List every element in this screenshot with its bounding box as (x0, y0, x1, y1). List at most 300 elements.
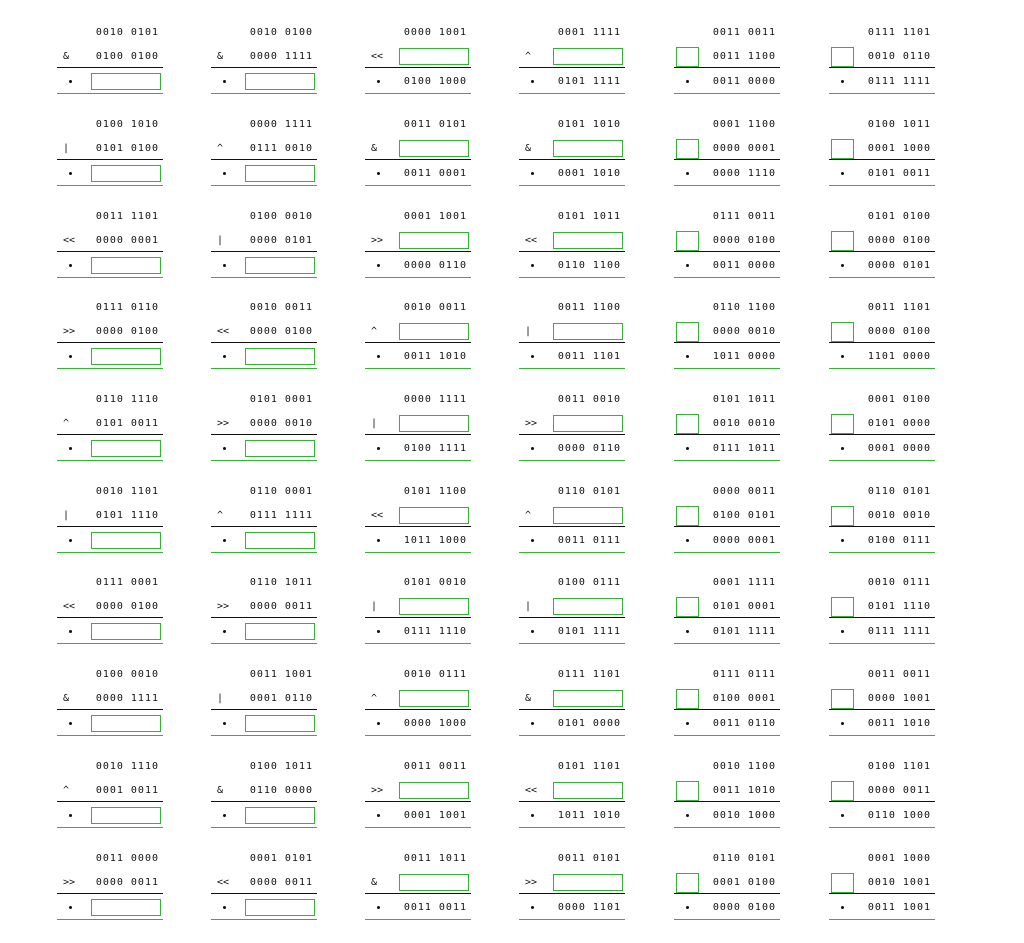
operation-rule (829, 159, 935, 160)
top-operand-row (829, 665, 935, 685)
top-operand: 0011 0101 (557, 853, 621, 864)
top-operand-row (211, 390, 317, 410)
operator-blank-input[interactable] (676, 231, 699, 251)
result-value: 0000 0001 (712, 535, 776, 546)
top-operand: 0110 0001 (249, 486, 313, 497)
operator-symbol: & (63, 693, 70, 704)
second-operand-blank-input[interactable] (553, 598, 623, 615)
operation-rule (57, 67, 163, 68)
bullet-dot (223, 722, 226, 725)
second-operand: 0000 0100 (867, 326, 931, 337)
bullet-dot (686, 539, 689, 542)
bullet-dot (377, 447, 380, 450)
second-operand-blank-input[interactable] (399, 140, 469, 157)
operator-symbol: | (217, 693, 224, 704)
result-row (829, 439, 935, 459)
top-operand: 0011 1001 (249, 669, 313, 680)
bitwise-problem (211, 665, 317, 735)
result-row (365, 256, 471, 276)
bullet-dot (69, 172, 72, 175)
operation-rule (365, 801, 471, 802)
second-operand: 0000 0011 (95, 877, 159, 888)
second-operand: 0111 0010 (249, 143, 313, 154)
operator-symbol: | (217, 235, 224, 246)
operation-rule (211, 893, 317, 894)
top-operand: 0101 1011 (557, 211, 621, 222)
second-operand-blank-input[interactable] (399, 874, 469, 891)
result-blank-input[interactable] (91, 899, 161, 916)
top-operand: 0010 0101 (95, 27, 159, 38)
result-value: 0101 1111 (557, 76, 621, 87)
second-operand-row (211, 139, 317, 159)
second-operand-blank-input[interactable] (399, 507, 469, 524)
result-row (829, 72, 935, 92)
second-operand-blank-input[interactable] (399, 323, 469, 340)
bitwise-problem (211, 573, 317, 643)
result-blank-input[interactable] (245, 899, 315, 916)
result-row (57, 439, 163, 459)
second-operand-row (829, 506, 935, 526)
result-row (519, 164, 625, 184)
bullet-dot (69, 906, 72, 909)
bitwise-problem (519, 849, 625, 919)
bitwise-problem (519, 207, 625, 277)
answer-underline (519, 552, 625, 553)
bitwise-problem (365, 573, 471, 643)
operation-rule (57, 251, 163, 252)
top-operand-row (829, 298, 935, 318)
result-row (211, 439, 317, 459)
second-operand: 0000 0001 (712, 143, 776, 154)
top-operand: 0010 0011 (249, 302, 313, 313)
second-operand: 0101 0000 (867, 418, 931, 429)
top-operand: 0100 1010 (95, 119, 159, 130)
bitwise-problem (211, 482, 317, 552)
answer-underline (365, 93, 471, 94)
result-blank-input[interactable] (245, 257, 315, 274)
result-blank-input[interactable] (245, 532, 315, 549)
top-operand-row (365, 115, 471, 135)
second-operand: 0000 0100 (95, 326, 159, 337)
second-operand-row (519, 47, 625, 67)
bullet-dot (841, 172, 844, 175)
second-operand-blank-input[interactable] (553, 690, 623, 707)
second-operand-row (829, 322, 935, 342)
second-operand-row (365, 873, 471, 893)
top-operand-row (57, 115, 163, 135)
bullet-dot (223, 355, 226, 358)
result-row (674, 256, 780, 276)
operation-rule (519, 893, 625, 894)
operator-blank-input[interactable] (676, 414, 699, 434)
answer-underline (365, 919, 471, 920)
top-operand: 0010 1100 (712, 761, 776, 772)
operator-symbol: | (525, 601, 532, 612)
result-blank-input[interactable] (91, 348, 161, 365)
bitwise-problem (365, 390, 471, 460)
bullet-dot (841, 722, 844, 725)
operator-blank-input[interactable] (831, 689, 854, 709)
top-operand: 0010 0011 (403, 302, 467, 313)
operator-blank-input[interactable] (831, 47, 854, 67)
bullet-dot (531, 630, 534, 633)
result-row (829, 347, 935, 367)
operator-symbol: ^ (371, 693, 378, 704)
operation-rule (519, 342, 625, 343)
result-value: 0001 1010 (557, 168, 621, 179)
bitwise-problem (365, 849, 471, 919)
second-operand: 0010 0010 (867, 510, 931, 521)
second-operand: 0000 0100 (712, 235, 776, 246)
operator-blank-input[interactable] (831, 873, 854, 893)
answer-underline (674, 368, 780, 369)
second-operand: 0000 0100 (867, 235, 931, 246)
bitwise-problem (519, 757, 625, 827)
answer-underline (57, 93, 163, 94)
operator-symbol: & (217, 785, 224, 796)
second-operand-row (674, 597, 780, 617)
bitwise-problem (57, 390, 163, 460)
operation-rule (829, 526, 935, 527)
bitwise-problem (519, 298, 625, 368)
top-operand: 0001 1100 (712, 119, 776, 130)
bullet-dot (223, 630, 226, 633)
result-row (829, 531, 935, 551)
second-operand: 0011 1010 (712, 785, 776, 796)
result-blank-input[interactable] (91, 532, 161, 549)
top-operand-row (829, 849, 935, 869)
bitwise-problem (674, 757, 780, 827)
result-blank-input[interactable] (245, 623, 315, 640)
operation-rule (829, 709, 935, 710)
operator-blank-input[interactable] (831, 781, 854, 801)
second-operand-blank-input[interactable] (553, 415, 623, 432)
operator-blank-input[interactable] (676, 781, 699, 801)
result-row (57, 622, 163, 642)
second-operand-blank-input[interactable] (553, 140, 623, 157)
second-operand: 0000 0011 (249, 601, 313, 612)
top-operand: 0110 1100 (712, 302, 776, 313)
top-operand-row (365, 23, 471, 43)
operation-rule (365, 893, 471, 894)
second-operand-blank-input[interactable] (553, 323, 623, 340)
answer-underline (519, 919, 625, 920)
operation-rule (365, 526, 471, 527)
operator-blank-input[interactable] (676, 597, 699, 617)
second-operand-row (829, 139, 935, 159)
result-row (829, 898, 935, 918)
bitwise-problem (365, 207, 471, 277)
bullet-dot (223, 814, 226, 817)
bullet-dot (686, 814, 689, 817)
bitwise-problem (519, 390, 625, 460)
operation-rule (365, 434, 471, 435)
second-operand-blank-input[interactable] (553, 507, 623, 524)
top-operand: 0011 0101 (403, 119, 467, 130)
operation-rule (519, 801, 625, 802)
operator-blank-input[interactable] (676, 322, 699, 342)
result-blank-input[interactable] (245, 440, 315, 457)
top-operand: 0011 1100 (557, 302, 621, 313)
second-operand-row (365, 597, 471, 617)
result-row (519, 72, 625, 92)
operation-rule (365, 709, 471, 710)
top-operand-row (57, 482, 163, 502)
bitwise-problem (829, 207, 935, 277)
bitwise-problem (829, 115, 935, 185)
operation-rule (829, 67, 935, 68)
result-row (674, 714, 780, 734)
operator-blank-input[interactable] (831, 322, 854, 342)
operation-rule (57, 709, 163, 710)
operation-rule (57, 434, 163, 435)
answer-underline (211, 185, 317, 186)
bullet-dot (841, 630, 844, 633)
result-value: 1011 0000 (712, 351, 776, 362)
operator-symbol: << (525, 235, 538, 246)
answer-underline (829, 827, 935, 828)
operator-blank-input[interactable] (676, 873, 699, 893)
second-operand-row (519, 414, 625, 434)
result-value: 0000 1101 (557, 902, 621, 913)
answer-underline (365, 643, 471, 644)
result-blank-input[interactable] (91, 257, 161, 274)
result-value: 0101 1111 (712, 626, 776, 637)
top-operand: 0101 0100 (867, 211, 931, 222)
result-value: 1101 0000 (867, 351, 931, 362)
result-row (519, 256, 625, 276)
operation-rule (211, 434, 317, 435)
bitwise-problem (519, 115, 625, 185)
second-operand-row (211, 506, 317, 526)
top-operand: 0001 1111 (557, 27, 621, 38)
operator-blank-input[interactable] (831, 414, 854, 434)
top-operand: 0001 0101 (249, 853, 313, 864)
result-row (365, 898, 471, 918)
bitwise-problem (519, 665, 625, 735)
second-operand-blank-input[interactable] (553, 874, 623, 891)
top-operand: 0011 0010 (557, 394, 621, 405)
bitwise-problem (829, 849, 935, 919)
second-operand-blank-input[interactable] (399, 232, 469, 249)
top-operand-row (519, 390, 625, 410)
answer-underline (57, 277, 163, 278)
result-value: 0010 1000 (712, 810, 776, 821)
result-value: 0101 1111 (557, 626, 621, 637)
second-operand-row (519, 689, 625, 709)
second-operand-row (211, 47, 317, 67)
result-row (674, 622, 780, 642)
top-operand: 0111 1101 (867, 27, 931, 38)
bullet-dot (377, 80, 380, 83)
operator-symbol: ^ (63, 785, 70, 796)
bullet-dot (69, 264, 72, 267)
top-operand: 0011 0011 (712, 27, 776, 38)
top-operand-row (211, 482, 317, 502)
answer-underline (829, 93, 935, 94)
second-operand-blank-input[interactable] (399, 690, 469, 707)
second-operand: 0010 0010 (712, 418, 776, 429)
answer-underline (519, 93, 625, 94)
top-operand-row (365, 207, 471, 227)
answer-underline (211, 368, 317, 369)
operator-symbol: << (217, 326, 230, 337)
second-operand-row (674, 231, 780, 251)
result-value: 0110 1100 (557, 260, 621, 271)
result-row (211, 898, 317, 918)
second-operand-row (211, 873, 317, 893)
top-operand: 0000 1111 (249, 119, 313, 130)
result-value: 0011 0111 (557, 535, 621, 546)
top-operand-row (211, 23, 317, 43)
operator-blank-input[interactable] (676, 689, 699, 709)
operator-blank-input[interactable] (676, 506, 699, 526)
second-operand: 0111 1111 (249, 510, 313, 521)
operation-rule (365, 251, 471, 252)
bullet-dot (223, 539, 226, 542)
top-operand-row (211, 115, 317, 135)
top-operand-row (519, 573, 625, 593)
result-value: 0110 1000 (867, 810, 931, 821)
bitwise-problem (57, 757, 163, 827)
top-operand-row (519, 665, 625, 685)
operation-rule (519, 159, 625, 160)
second-operand-row (519, 322, 625, 342)
bitwise-problem (211, 298, 317, 368)
answer-underline (211, 643, 317, 644)
result-row (519, 714, 625, 734)
operation-rule (57, 801, 163, 802)
second-operand-row (674, 47, 780, 67)
bitwise-problem (211, 757, 317, 827)
operator-blank-input[interactable] (676, 139, 699, 159)
operation-rule (211, 67, 317, 68)
bullet-dot (377, 630, 380, 633)
result-row (829, 714, 935, 734)
top-operand-row (674, 757, 780, 777)
result-value: 0111 1011 (712, 443, 776, 454)
second-operand-blank-input[interactable] (553, 48, 623, 65)
operator-symbol: >> (371, 785, 384, 796)
result-row (365, 531, 471, 551)
result-row (674, 347, 780, 367)
second-operand-row (211, 231, 317, 251)
result-blank-input[interactable] (91, 73, 161, 90)
second-operand-row (211, 689, 317, 709)
result-row (365, 714, 471, 734)
bullet-dot (686, 264, 689, 267)
second-operand: 0101 0011 (95, 418, 159, 429)
bitwise-problem (211, 207, 317, 277)
second-operand-blank-input[interactable] (399, 415, 469, 432)
result-blank-input[interactable] (91, 715, 161, 732)
answer-underline (519, 368, 625, 369)
bullet-dot (377, 906, 380, 909)
operator-blank-input[interactable] (831, 506, 854, 526)
operator-symbol: ^ (63, 418, 70, 429)
result-blank-input[interactable] (245, 73, 315, 90)
bullet-dot (841, 355, 844, 358)
bitwise-problem (365, 665, 471, 735)
bullet-dot (841, 814, 844, 817)
result-blank-input[interactable] (91, 440, 161, 457)
bullet-dot (69, 80, 72, 83)
operator-symbol: & (371, 877, 378, 888)
top-operand: 0011 1101 (867, 302, 931, 313)
operation-rule (829, 801, 935, 802)
answer-underline (829, 735, 935, 736)
operator-blank-input[interactable] (831, 231, 854, 251)
result-blank-input[interactable] (245, 807, 315, 824)
second-operand-row (365, 47, 471, 67)
result-row (211, 714, 317, 734)
bitwise-problem (829, 482, 935, 552)
answer-underline (211, 827, 317, 828)
second-operand-row (57, 139, 163, 159)
top-operand-row (519, 23, 625, 43)
operation-rule (57, 526, 163, 527)
result-blank-input[interactable] (91, 807, 161, 824)
result-blank-input[interactable] (245, 715, 315, 732)
result-row (365, 164, 471, 184)
operator-blank-input[interactable] (831, 597, 854, 617)
second-operand-row (57, 873, 163, 893)
result-value: 0011 1101 (557, 351, 621, 362)
second-operand-blank-input[interactable] (399, 48, 469, 65)
top-operand-row (365, 573, 471, 593)
result-row (57, 714, 163, 734)
result-blank-input[interactable] (245, 348, 315, 365)
top-operand-row (211, 665, 317, 685)
result-blank-input[interactable] (245, 165, 315, 182)
operation-rule (211, 251, 317, 252)
result-row (211, 256, 317, 276)
result-value: 0101 0011 (867, 168, 931, 179)
operation-rule (57, 342, 163, 343)
second-operand-blank-input[interactable] (553, 782, 623, 799)
top-operand-row (365, 390, 471, 410)
bitwise-problem (674, 665, 780, 735)
second-operand-row (365, 231, 471, 251)
top-operand-row (519, 757, 625, 777)
answer-underline (57, 185, 163, 186)
top-operand-row (57, 23, 163, 43)
operation-rule (211, 526, 317, 527)
answer-underline (365, 827, 471, 828)
operator-symbol: & (63, 51, 70, 62)
second-operand-row (674, 873, 780, 893)
second-operand-blank-input[interactable] (399, 598, 469, 615)
second-operand-row (519, 506, 625, 526)
bitwise-problem (829, 573, 935, 643)
answer-underline (519, 827, 625, 828)
operation-rule (829, 342, 935, 343)
result-blank-input[interactable] (91, 165, 161, 182)
second-operand-blank-input[interactable] (553, 232, 623, 249)
second-operand-row (211, 322, 317, 342)
result-row (674, 531, 780, 551)
operator-symbol: | (63, 510, 70, 521)
answer-underline (674, 93, 780, 94)
answer-underline (57, 919, 163, 920)
operation-rule (211, 801, 317, 802)
second-operand-blank-input[interactable] (399, 782, 469, 799)
top-operand-row (365, 665, 471, 685)
operator-blank-input[interactable] (831, 139, 854, 159)
operator-blank-input[interactable] (676, 47, 699, 67)
result-blank-input[interactable] (91, 623, 161, 640)
second-operand: 0001 1000 (867, 143, 931, 154)
